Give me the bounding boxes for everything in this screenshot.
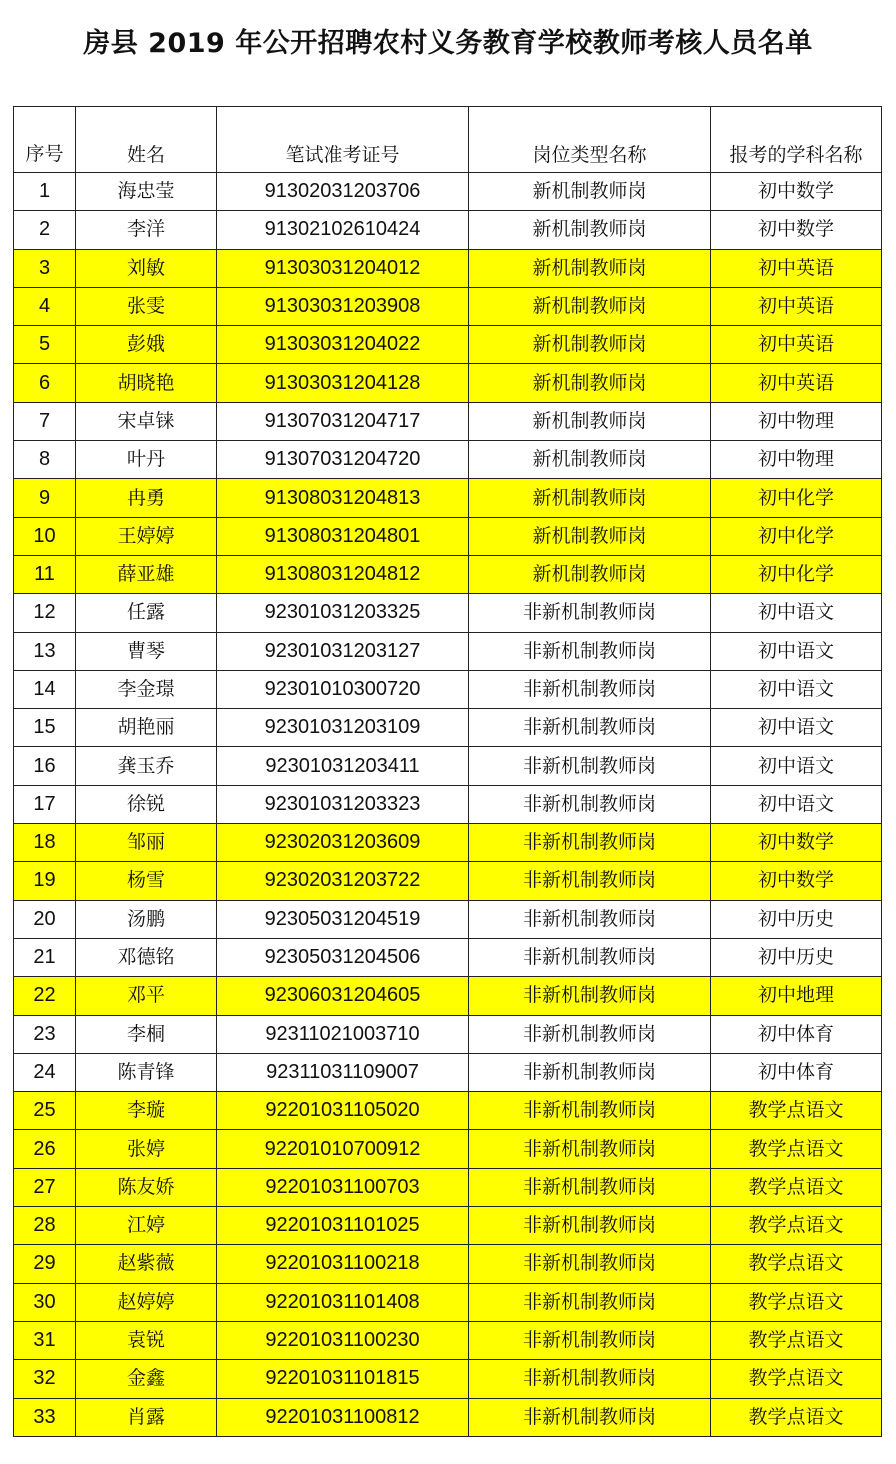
cell-name: 薛亚雄 bbox=[76, 555, 217, 593]
header-subject: 报考的学科名称 bbox=[711, 107, 882, 173]
cell-name: 张婷 bbox=[76, 1130, 217, 1168]
cell-post: 非新机制教师岗 bbox=[469, 1168, 711, 1206]
cell-post: 非新机制教师岗 bbox=[469, 1053, 711, 1091]
cell-post: 非新机制教师岗 bbox=[469, 862, 711, 900]
cell-name: 赵紫薇 bbox=[76, 1245, 217, 1283]
cell-subject: 初中英语 bbox=[711, 249, 882, 287]
cell-ticket: 92301031203325 bbox=[217, 594, 469, 632]
cell-ticket: 92302031203722 bbox=[217, 862, 469, 900]
cell-ticket: 92301031203411 bbox=[217, 747, 469, 785]
cell-ticket: 91307031204717 bbox=[217, 402, 469, 440]
table-row bbox=[14, 249, 882, 287]
table-row bbox=[14, 709, 882, 747]
cell-seq: 9 bbox=[14, 479, 76, 517]
cell-ticket: 92301031203323 bbox=[217, 785, 469, 823]
cell-subject: 初中历史 bbox=[711, 900, 882, 938]
cell-post: 新机制教师岗 bbox=[469, 479, 711, 517]
cell-subject: 初中化学 bbox=[711, 479, 882, 517]
table-row bbox=[14, 1360, 882, 1398]
cell-ticket: 91303031204012 bbox=[217, 249, 469, 287]
cell-subject: 初中语文 bbox=[711, 709, 882, 747]
cell-seq: 12 bbox=[14, 594, 76, 632]
table-row bbox=[14, 1015, 882, 1053]
cell-subject: 初中地理 bbox=[711, 977, 882, 1015]
cell-seq: 29 bbox=[14, 1245, 76, 1283]
cell-post: 新机制教师岗 bbox=[469, 364, 711, 402]
cell-subject: 初中语文 bbox=[711, 632, 882, 670]
cell-post: 非新机制教师岗 bbox=[469, 709, 711, 747]
cell-subject: 教学点语文 bbox=[711, 1092, 882, 1130]
cell-post: 非新机制教师岗 bbox=[469, 1321, 711, 1359]
table-body bbox=[14, 173, 882, 1437]
cell-seq: 18 bbox=[14, 824, 76, 862]
cell-post: 非新机制教师岗 bbox=[469, 1283, 711, 1321]
table-row bbox=[14, 1207, 882, 1245]
cell-ticket: 91302031203706 bbox=[217, 173, 469, 211]
cell-name: 李洋 bbox=[76, 211, 217, 249]
table-row bbox=[14, 517, 882, 555]
cell-ticket: 92201031100218 bbox=[217, 1245, 469, 1283]
cell-subject: 初中化学 bbox=[711, 517, 882, 555]
cell-seq: 21 bbox=[14, 938, 76, 976]
cell-subject: 初中数学 bbox=[711, 824, 882, 862]
cell-name: 冉勇 bbox=[76, 479, 217, 517]
cell-seq: 16 bbox=[14, 747, 76, 785]
table-row bbox=[14, 862, 882, 900]
cell-subject: 初中数学 bbox=[711, 173, 882, 211]
table-row bbox=[14, 211, 882, 249]
cell-post: 非新机制教师岗 bbox=[469, 938, 711, 976]
cell-post: 新机制教师岗 bbox=[469, 173, 711, 211]
cell-ticket: 92301010300720 bbox=[217, 670, 469, 708]
cell-subject: 教学点语文 bbox=[711, 1398, 882, 1436]
cell-ticket: 92201031100230 bbox=[217, 1321, 469, 1359]
cell-name: 彭娥 bbox=[76, 326, 217, 364]
cell-seq: 5 bbox=[14, 326, 76, 364]
cell-seq: 19 bbox=[14, 862, 76, 900]
cell-seq: 4 bbox=[14, 287, 76, 325]
cell-name: 汤鹏 bbox=[76, 900, 217, 938]
cell-post: 新机制教师岗 bbox=[469, 517, 711, 555]
cell-ticket: 92301031203109 bbox=[217, 709, 469, 747]
header-seq: 序号 bbox=[14, 107, 76, 173]
cell-seq: 3 bbox=[14, 249, 76, 287]
cell-ticket: 92201031101815 bbox=[217, 1360, 469, 1398]
table-row bbox=[14, 173, 882, 211]
cell-name: 宋卓铼 bbox=[76, 402, 217, 440]
cell-name: 陈友娇 bbox=[76, 1168, 217, 1206]
cell-post: 非新机制教师岗 bbox=[469, 1398, 711, 1436]
cell-subject: 教学点语文 bbox=[711, 1283, 882, 1321]
cell-subject: 初中语文 bbox=[711, 747, 882, 785]
cell-name: 江婷 bbox=[76, 1207, 217, 1245]
table-row bbox=[14, 1321, 882, 1359]
cell-ticket: 91307031204720 bbox=[217, 441, 469, 479]
cell-name: 海忠莹 bbox=[76, 173, 217, 211]
cell-name: 李金璟 bbox=[76, 670, 217, 708]
table-row bbox=[14, 1130, 882, 1168]
cell-ticket: 92201031101025 bbox=[217, 1207, 469, 1245]
cell-name: 徐锐 bbox=[76, 785, 217, 823]
cell-post: 非新机制教师岗 bbox=[469, 747, 711, 785]
cell-name: 胡艳丽 bbox=[76, 709, 217, 747]
document-title: 房县 2019 年公开招聘农村义务教育学校教师考核人员名单 bbox=[83, 28, 813, 59]
table-row bbox=[14, 785, 882, 823]
cell-subject: 初中化学 bbox=[711, 555, 882, 593]
cell-ticket: 92201010700912 bbox=[217, 1130, 469, 1168]
cell-post: 非新机制教师岗 bbox=[469, 1092, 711, 1130]
cell-subject: 初中英语 bbox=[711, 287, 882, 325]
table-row bbox=[14, 1245, 882, 1283]
cell-ticket: 91308031204801 bbox=[217, 517, 469, 555]
cell-subject: 初中数学 bbox=[711, 211, 882, 249]
cell-name: 肖露 bbox=[76, 1398, 217, 1436]
cell-seq: 28 bbox=[14, 1207, 76, 1245]
cell-name: 邹丽 bbox=[76, 824, 217, 862]
cell-post: 新机制教师岗 bbox=[469, 287, 711, 325]
table-row bbox=[14, 824, 882, 862]
cell-seq: 15 bbox=[14, 709, 76, 747]
cell-seq: 30 bbox=[14, 1283, 76, 1321]
cell-name: 邓德铭 bbox=[76, 938, 217, 976]
cell-subject: 初中语文 bbox=[711, 594, 882, 632]
cell-name: 袁锐 bbox=[76, 1321, 217, 1359]
table-row bbox=[14, 555, 882, 593]
cell-name: 李璇 bbox=[76, 1092, 217, 1130]
table-row bbox=[14, 594, 882, 632]
cell-seq: 20 bbox=[14, 900, 76, 938]
cell-seq: 24 bbox=[14, 1053, 76, 1091]
cell-post: 非新机制教师岗 bbox=[469, 824, 711, 862]
cell-seq: 14 bbox=[14, 670, 76, 708]
table-row bbox=[14, 402, 882, 440]
cell-name: 陈青锋 bbox=[76, 1053, 217, 1091]
cell-ticket: 92305031204506 bbox=[217, 938, 469, 976]
cell-subject: 初中物理 bbox=[711, 441, 882, 479]
cell-ticket: 91303031203908 bbox=[217, 287, 469, 325]
cell-seq: 1 bbox=[14, 173, 76, 211]
cell-subject: 初中物理 bbox=[711, 402, 882, 440]
cell-post: 新机制教师岗 bbox=[469, 555, 711, 593]
cell-seq: 25 bbox=[14, 1092, 76, 1130]
cell-name: 曹琴 bbox=[76, 632, 217, 670]
cell-seq: 11 bbox=[14, 555, 76, 593]
cell-subject: 教学点语文 bbox=[711, 1168, 882, 1206]
cell-name: 叶丹 bbox=[76, 441, 217, 479]
cell-subject: 教学点语文 bbox=[711, 1207, 882, 1245]
cell-seq: 26 bbox=[14, 1130, 76, 1168]
header-name: 姓名 bbox=[76, 107, 217, 173]
cell-seq: 13 bbox=[14, 632, 76, 670]
cell-name: 李桐 bbox=[76, 1015, 217, 1053]
table-row bbox=[14, 632, 882, 670]
table-row bbox=[14, 938, 882, 976]
cell-seq: 22 bbox=[14, 977, 76, 1015]
cell-seq: 23 bbox=[14, 1015, 76, 1053]
cell-ticket: 91303031204128 bbox=[217, 364, 469, 402]
cell-ticket: 92201031100812 bbox=[217, 1398, 469, 1436]
cell-name: 龚玉乔 bbox=[76, 747, 217, 785]
table-row bbox=[14, 1283, 882, 1321]
cell-ticket: 92311031109007 bbox=[217, 1053, 469, 1091]
table-row bbox=[14, 670, 882, 708]
cell-ticket: 91302102610424 bbox=[217, 211, 469, 249]
cell-post: 新机制教师岗 bbox=[469, 441, 711, 479]
cell-post: 非新机制教师岗 bbox=[469, 977, 711, 1015]
cell-ticket: 92201031105020 bbox=[217, 1092, 469, 1130]
cell-ticket: 92305031204519 bbox=[217, 900, 469, 938]
table-row bbox=[14, 1168, 882, 1206]
cell-subject: 初中体育 bbox=[711, 1015, 882, 1053]
header-ticket: 笔试准考证号 bbox=[217, 107, 469, 173]
table-row bbox=[14, 977, 882, 1015]
cell-post: 新机制教师岗 bbox=[469, 211, 711, 249]
cell-post: 非新机制教师岗 bbox=[469, 1245, 711, 1283]
cell-name: 刘敏 bbox=[76, 249, 217, 287]
cell-subject: 初中英语 bbox=[711, 364, 882, 402]
cell-subject: 初中体育 bbox=[711, 1053, 882, 1091]
cell-seq: 7 bbox=[14, 402, 76, 440]
cell-post: 非新机制教师岗 bbox=[469, 1207, 711, 1245]
table-row bbox=[14, 1053, 882, 1091]
cell-post: 非新机制教师岗 bbox=[469, 1130, 711, 1168]
cell-subject: 初中语文 bbox=[711, 670, 882, 708]
cell-name: 金鑫 bbox=[76, 1360, 217, 1398]
cell-subject: 初中历史 bbox=[711, 938, 882, 976]
cell-subject: 教学点语文 bbox=[711, 1130, 882, 1168]
cell-ticket: 91303031204022 bbox=[217, 326, 469, 364]
cell-name: 任露 bbox=[76, 594, 217, 632]
cell-subject: 教学点语文 bbox=[711, 1321, 882, 1359]
cell-post: 新机制教师岗 bbox=[469, 402, 711, 440]
table-row bbox=[14, 1092, 882, 1130]
cell-name: 邓平 bbox=[76, 977, 217, 1015]
cell-seq: 31 bbox=[14, 1321, 76, 1359]
header-post: 岗位类型名称 bbox=[469, 107, 711, 173]
cell-seq: 32 bbox=[14, 1360, 76, 1398]
cell-name: 杨雪 bbox=[76, 862, 217, 900]
cell-seq: 2 bbox=[14, 211, 76, 249]
cell-post: 非新机制教师岗 bbox=[469, 1015, 711, 1053]
cell-seq: 17 bbox=[14, 785, 76, 823]
cell-name: 王婷婷 bbox=[76, 517, 217, 555]
cell-ticket: 92306031204605 bbox=[217, 977, 469, 1015]
table-row bbox=[14, 441, 882, 479]
table-row bbox=[14, 287, 882, 325]
cell-seq: 10 bbox=[14, 517, 76, 555]
table-row bbox=[14, 479, 882, 517]
cell-seq: 6 bbox=[14, 364, 76, 402]
table-row bbox=[14, 1398, 882, 1436]
cell-subject: 教学点语文 bbox=[711, 1360, 882, 1398]
cell-name: 胡晓艳 bbox=[76, 364, 217, 402]
cell-seq: 33 bbox=[14, 1398, 76, 1436]
cell-name: 赵婷婷 bbox=[76, 1283, 217, 1321]
cell-post: 非新机制教师岗 bbox=[469, 785, 711, 823]
cell-subject: 教学点语文 bbox=[711, 1245, 882, 1283]
cell-post: 新机制教师岗 bbox=[469, 326, 711, 364]
cell-post: 非新机制教师岗 bbox=[469, 670, 711, 708]
candidate-table bbox=[13, 106, 882, 1437]
cell-subject: 初中英语 bbox=[711, 326, 882, 364]
cell-seq: 27 bbox=[14, 1168, 76, 1206]
cell-post: 非新机制教师岗 bbox=[469, 1360, 711, 1398]
cell-ticket: 92201031100703 bbox=[217, 1168, 469, 1206]
table-row bbox=[14, 364, 882, 402]
cell-seq: 8 bbox=[14, 441, 76, 479]
cell-post: 新机制教师岗 bbox=[469, 249, 711, 287]
cell-ticket: 92301031203127 bbox=[217, 632, 469, 670]
cell-name: 张雯 bbox=[76, 287, 217, 325]
table-header-row bbox=[14, 107, 882, 173]
cell-ticket: 91308031204812 bbox=[217, 555, 469, 593]
cell-post: 非新机制教师岗 bbox=[469, 594, 711, 632]
table-row bbox=[14, 900, 882, 938]
cell-subject: 初中数学 bbox=[711, 862, 882, 900]
cell-ticket: 92302031203609 bbox=[217, 824, 469, 862]
cell-ticket: 92311021003710 bbox=[217, 1015, 469, 1053]
cell-post: 非新机制教师岗 bbox=[469, 900, 711, 938]
cell-ticket: 92201031101408 bbox=[217, 1283, 469, 1321]
cell-subject: 初中语文 bbox=[711, 785, 882, 823]
table-row bbox=[14, 747, 882, 785]
cell-ticket: 91308031204813 bbox=[217, 479, 469, 517]
table-row bbox=[14, 326, 882, 364]
cell-post: 非新机制教师岗 bbox=[469, 632, 711, 670]
